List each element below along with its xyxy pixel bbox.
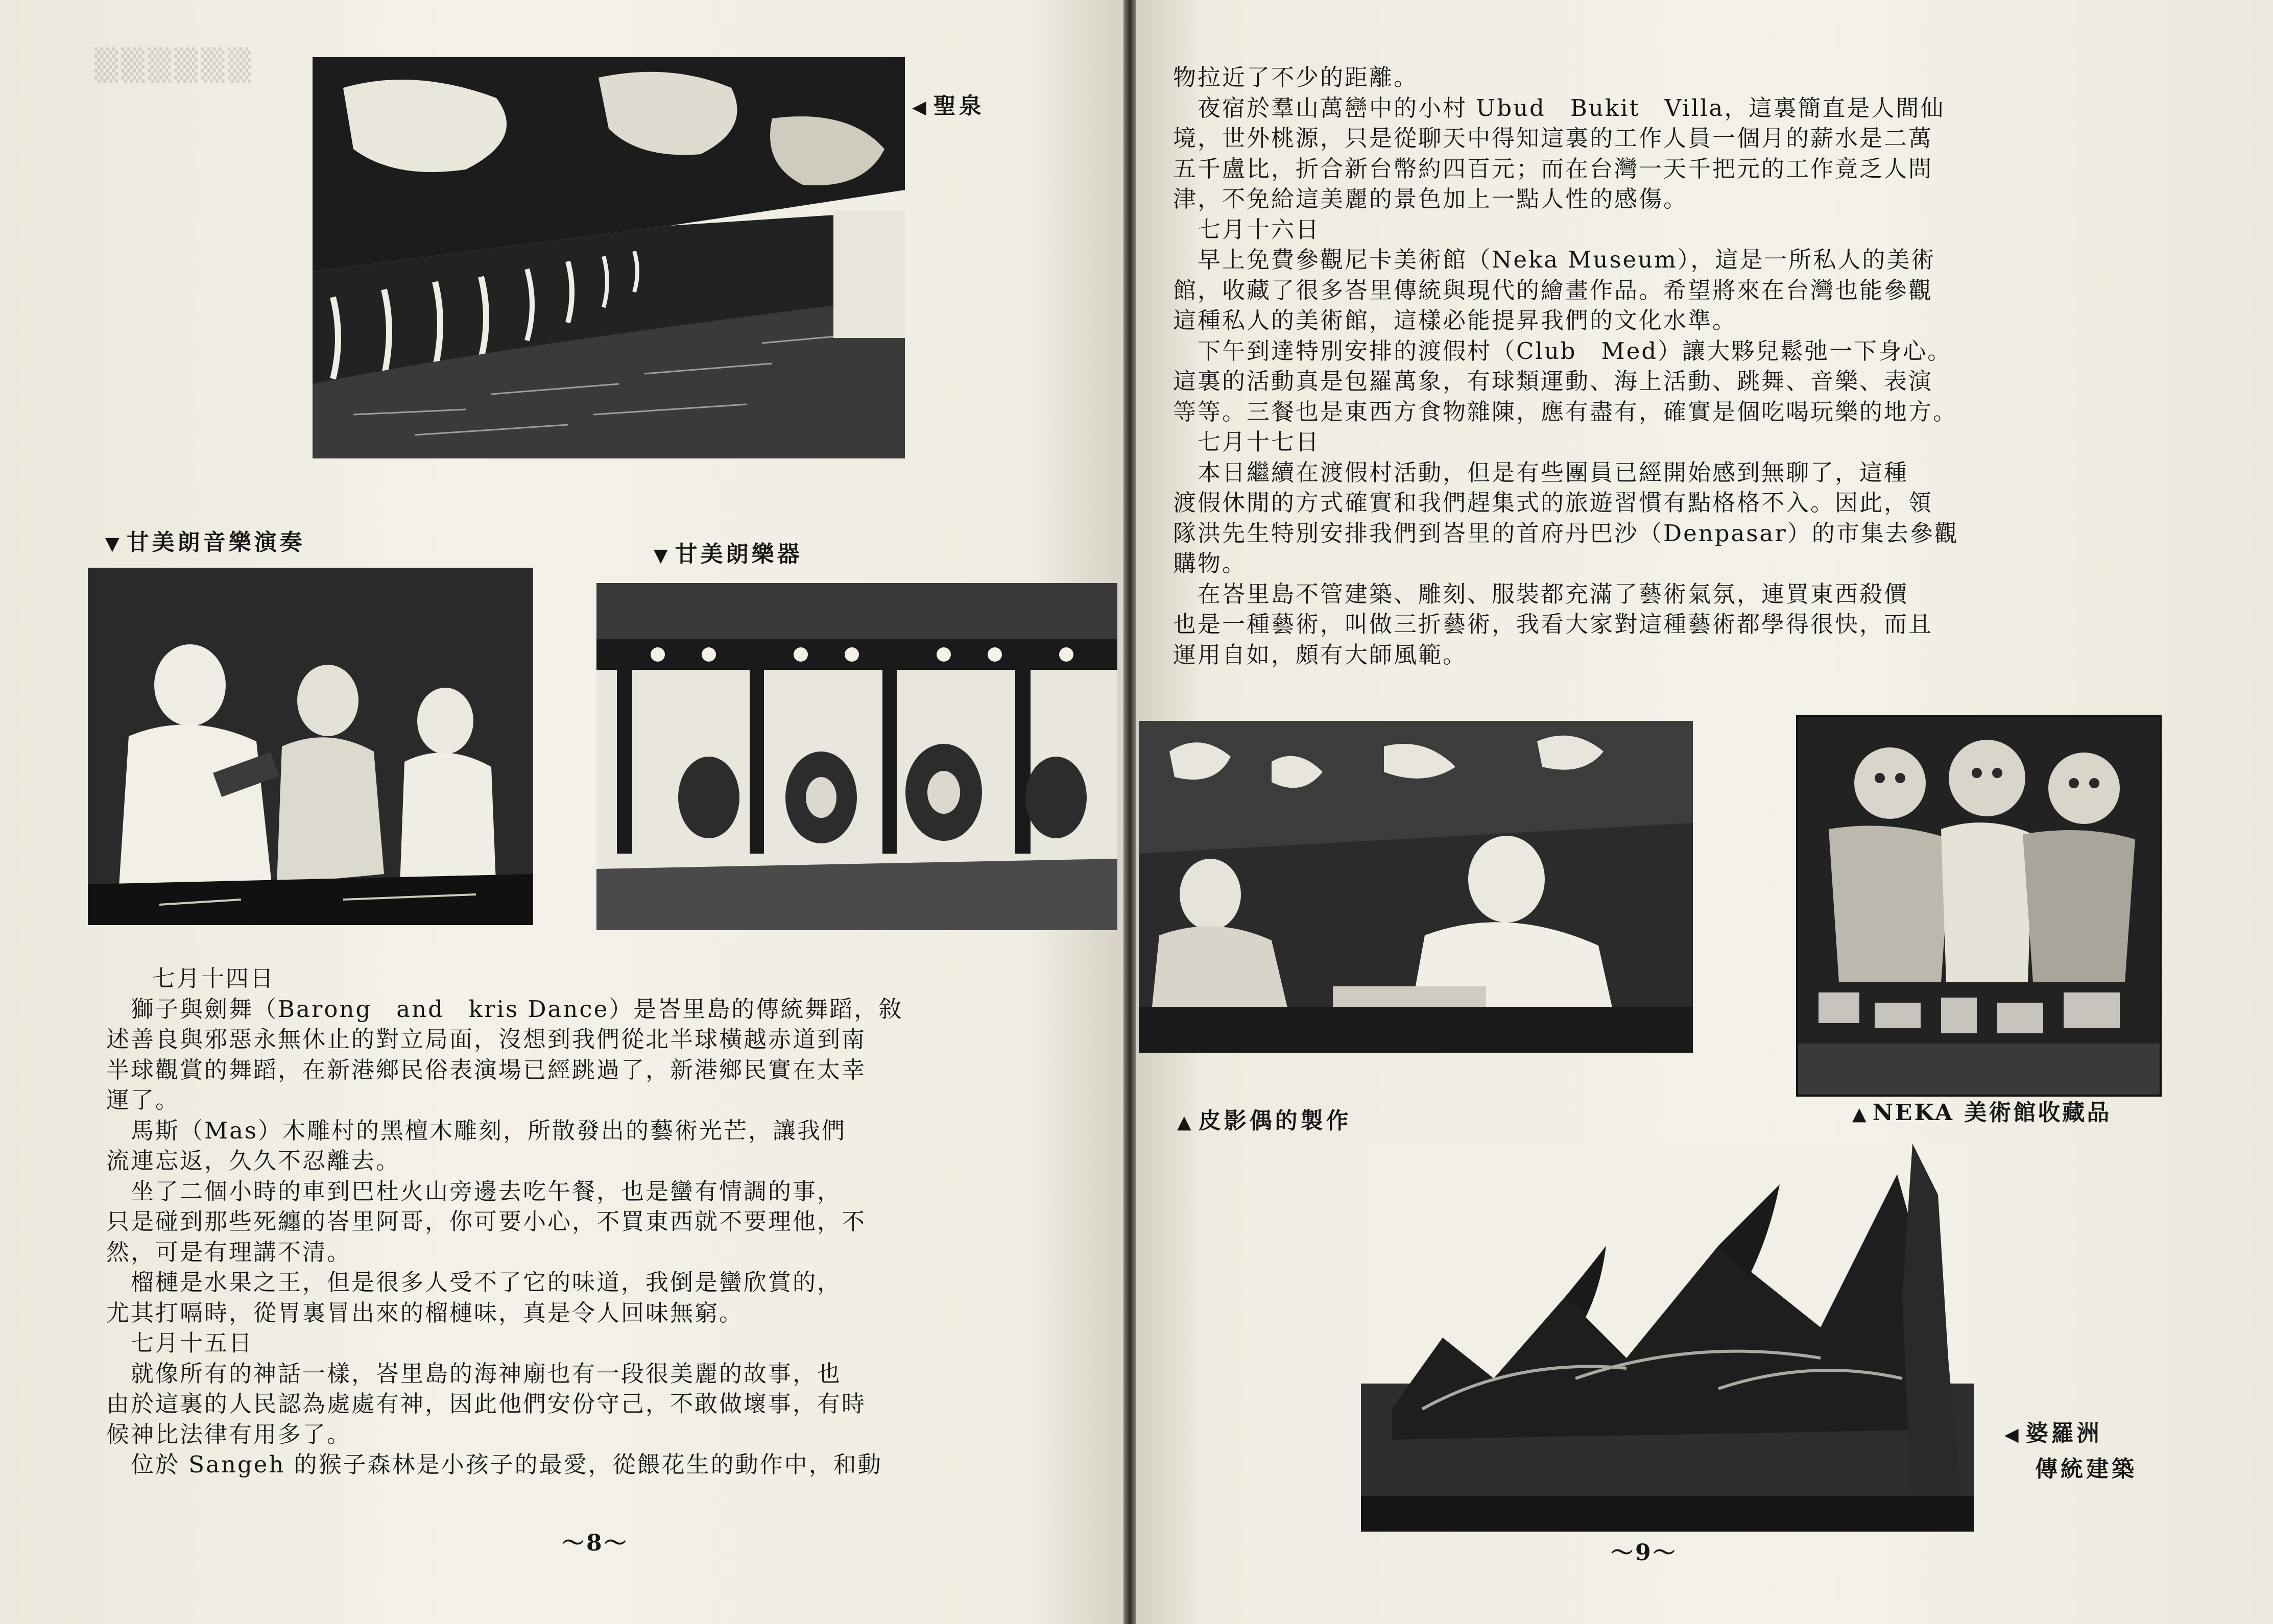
text-line: 物拉近了不少的距離。 [1173, 64, 1419, 91]
text-line: 然，可是有理講不清。 [106, 1238, 352, 1266]
text-line: 由於這裏的人民認為處處有神，因此他們安份守己，不敢做壞事，有時 [106, 1390, 867, 1417]
caption-gamelan-instruments: ▼ 甘美朗樂器 [654, 540, 803, 570]
text-line: 等等。三餐也是東西方食物雜陳，應有盡有，確實是個吃喝玩樂的地方。 [1173, 398, 1958, 425]
text-line: 七月十五日 [106, 1329, 254, 1356]
gamelan-instruments-photo [596, 583, 1117, 930]
text-line: 五千盧比，折合新台幣約四百元；而在台灣一天千把元的工作竟乏人問 [1173, 155, 1933, 182]
text-line: 七月十四日 [152, 965, 275, 992]
caption-pointer-icon: ◀ [912, 96, 929, 118]
neka-collection-photo [1796, 715, 2162, 1097]
text-line: 只是碰到那些死纏的峇里阿哥，你可要小心，不買東西就不要理他，不 [106, 1208, 867, 1235]
text-line: 這種私人的美術館，這樣必能提昇我們的文化水準。 [1173, 307, 1737, 334]
text-line: 榴槤是水果之王，但是很多人受不了它的味道，我倒是蠻欣賞的， [106, 1269, 842, 1296]
text-line: 坐了二個小時的車到巴杜火山旁邊去吃午餐，也是蠻有情調的事， [106, 1177, 842, 1205]
caption-puppet-making: ▲ 皮影偶的製作 [1177, 1107, 1352, 1136]
caption-pointer-icon: ▲ [1852, 1103, 1869, 1125]
text-line: 位於 Sangeh 的猴子森林是小孩子的最愛，從餵花生的動作中，和動 [106, 1451, 882, 1478]
caption-pointer-icon: ▼ [105, 533, 123, 554]
left-page [0, 0, 1123, 1624]
text-line: 運用自如，頗有大師風範。 [1173, 641, 1468, 668]
text-line: 候神比法律有用多了。 [106, 1420, 352, 1448]
text-line: 館，收藏了很多峇里傳統與現代的繪畫作品。希望將來在台灣也能參觀 [1173, 276, 1933, 304]
text-line: 這裏的活動真是包羅萬象，有球類運動、海上活動、跳舞、音樂、表演 [1173, 368, 1933, 395]
borneo-architecture-photo [1361, 1144, 1974, 1532]
text-line: 在峇里島不管建築、雕刻、服裝都充滿了藝術氣氛，連買東西殺價 [1173, 580, 1909, 608]
right-page [1136, 0, 2273, 1624]
caption-neka-collection: ▲ NEKA 美術館收藏品 [1852, 1099, 2111, 1128]
text-line: 尤其打嗝時，從胃裏冒出來的榴槤味，真是令人回味無窮。 [106, 1299, 744, 1326]
bleed-through-text: ▒▒▒▒▒▒ [94, 47, 254, 83]
caption-borneo-architecture: ◀ 婆羅洲 [2004, 1419, 2102, 1449]
text-line: 隊洪先生特別安排我們到峇里的首府丹巴沙（Denpasar）的市集去參觀 [1173, 519, 1959, 547]
text-line: 述善良與邪惡永無休止的對立局面，沒想到我們從北半球橫越赤道到南 [106, 1026, 867, 1053]
text-line: 購物。 [1173, 550, 1247, 577]
caption-gamelan-performance: ▼ 甘美朗音樂演奏 [105, 528, 305, 558]
text-line: 半球觀賞的舞蹈，在新港鄉民俗表演場已經跳過了，新港鄉民實在太幸 [106, 1056, 867, 1083]
text-line: 津，不免給這美麗的景色加上一點人性的感傷。 [1173, 185, 1688, 212]
text-line: 七月十七日 [1173, 428, 1321, 455]
page-number-right: ～9～ [1611, 1540, 1678, 1566]
text-line: 馬斯（Mas）木雕村的黑檀木雕刻，所散發出的藝術光芒，讓我們 [106, 1117, 847, 1144]
puppet-making-photo [1139, 721, 1693, 1053]
text-line: 本日繼續在渡假村活動，但是有些團員已經開始感到無聊了，這種 [1173, 458, 1909, 486]
caption-holy-spring: ◀ 聖泉 [912, 92, 985, 122]
text-line: 早上免費參觀尼卡美術館（Neka Museum），這是一所私人的美術 [1173, 246, 1936, 273]
caption-borneo-architecture-line2: 傳統建築 [2035, 1456, 2137, 1482]
caption-pointer-icon: ◀ [2004, 1424, 2022, 1445]
text-line: 渡假休閒的方式確實和我們趕集式的旅遊習慣有點格格不入。因此，領 [1173, 489, 1933, 516]
text-line: 流連忘返，久久不忍離去。 [106, 1147, 401, 1174]
holy-spring-photo [313, 57, 905, 458]
text-line: 也是一種藝術，叫做三折藝術，我看大家對這種藝術都學得很快，而且 [1173, 611, 1933, 638]
right-page-body-text [1173, 62, 1959, 670]
text-line: 獅子與劍舞（Barong and kris Dance）是峇里島的傳統舞蹈，敘 [106, 995, 903, 1023]
book-gutter [1123, 0, 1136, 1624]
page-number-left: ～8～ [562, 1530, 629, 1556]
text-line: 夜宿於羣山萬巒中的小村 Ubud Bukit Villa，這裏簡直是人間仙 [1173, 94, 1945, 122]
gamelan-performance-photo [88, 568, 533, 925]
text-line: 下午到達特別安排的渡假村（Club Med）讓大夥兒鬆弛一下身心。 [1173, 337, 1952, 365]
left-page-body-text [106, 963, 903, 1480]
text-line: 運了。 [106, 1086, 180, 1113]
text-line: 就像所有的神話一樣，峇里島的海神廟也有一段很美麗的故事，也 [106, 1360, 842, 1387]
caption-pointer-icon: ▼ [654, 545, 671, 566]
caption-pointer-icon: ▲ [1177, 1111, 1194, 1133]
text-line: 七月十六日 [1173, 215, 1321, 243]
text-line: 境，世外桃源，只是從聊天中得知這裏的工作人員一個月的薪水是二萬 [1173, 125, 1933, 152]
